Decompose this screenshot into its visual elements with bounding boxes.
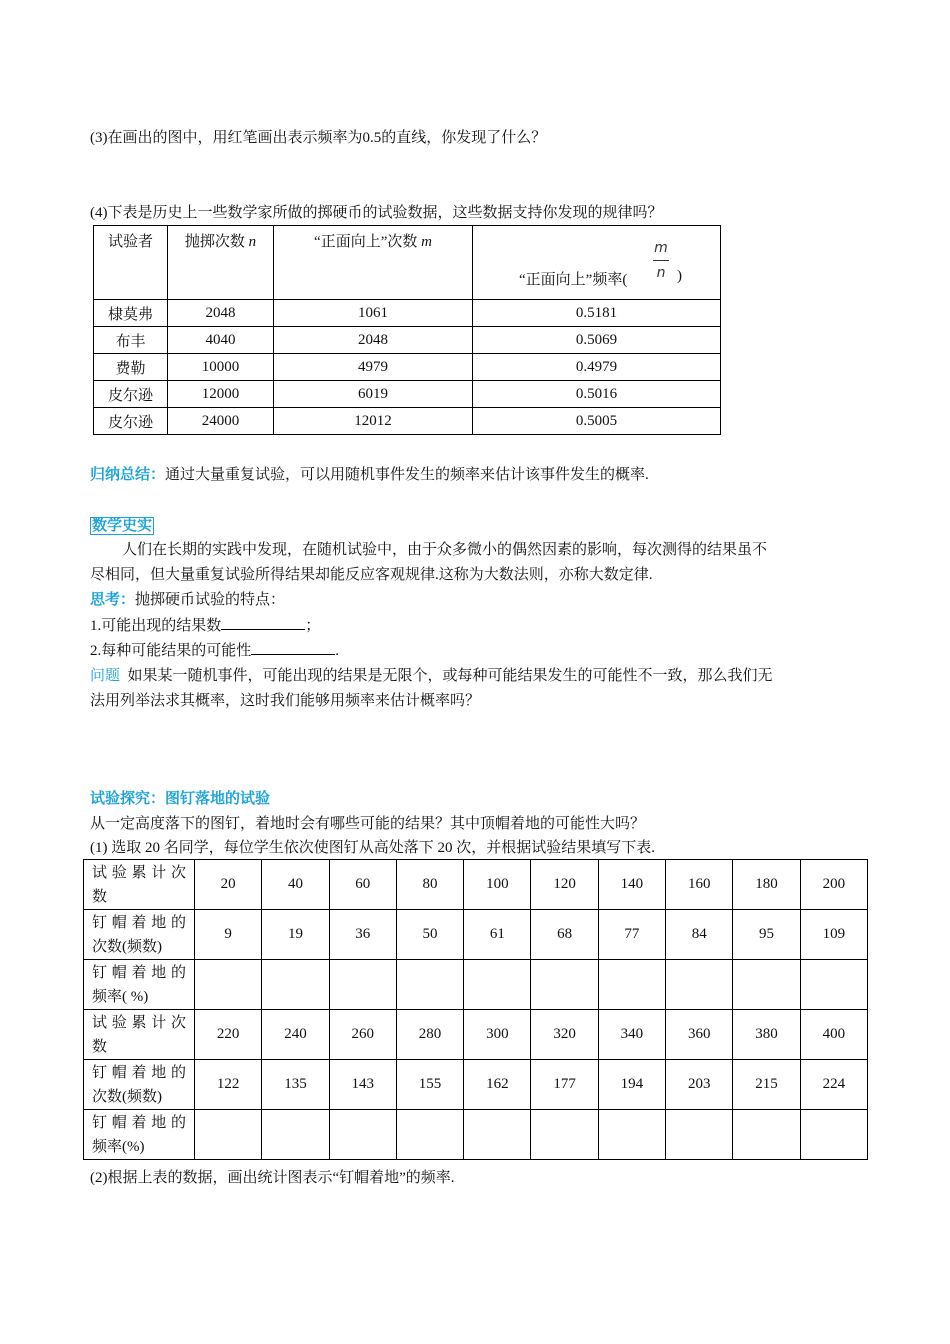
blank-1[interactable]: [221, 613, 305, 630]
table-row: 试验累计次 数 20 40 60 80 100 120 140 160 180 200: [84, 860, 868, 910]
explore-line-2: (1) 选取 20 名同学，每位学生依次使图钉从高处落下 20 次，并根据试验结果填写下表.: [90, 840, 655, 856]
question-2: (2)根据上表的数据，画出统计图表示“钉帽着地”的频率.: [90, 1170, 455, 1186]
question-4: (4)下表是历史上一些数学家所做的掷硬币的试验数据，这些数据支持你发现的规律吗？: [90, 205, 663, 221]
question-line-1: 问题 如果某一随机事件，可能出现的结果是无限个，或每种可能结果发生的可能性不一致，那么我们无: [90, 668, 773, 684]
explore-title: 试验探究：图钉落地的试验: [90, 791, 271, 807]
summary-text: 通过大量重复试验，可以用随机事件发生的频率来估计该事件发生的概率.: [165, 467, 649, 483]
row-label-frequency: 钉帽着地的 频率( %): [84, 960, 195, 1010]
row-label-cap: 钉帽着地的 次数(频数): [84, 1060, 195, 1110]
table-row: 皮尔逊 12000 6019 0.5016: [94, 381, 721, 408]
row-label-count: 试验累计次 数: [84, 1010, 195, 1060]
history-title: 数学史实: [92, 518, 153, 534]
think: 思考：抛掷硬币试验的特点：: [90, 592, 286, 608]
summary: [90, 463, 649, 484]
header-heads-count: “正面向上”次数 m: [274, 226, 473, 300]
table-row: 皮尔逊 24000 12012 0.5005: [94, 408, 721, 435]
question-3: (3)在画出的图中，用红笔画出表示频率为0.5的直线，你发现了什么？: [90, 130, 547, 146]
fraction-m-over-n: m n: [654, 240, 668, 281]
question-line-2: 法用列举法求其概率，这时我们能够用频率来估计概率吗？: [90, 693, 481, 709]
table-row: [84, 1110, 868, 1160]
history-line-2: 尽相同，但大量重复试验所得结果却能反应客观规律.这称为大数法则，亦称大数定律.: [90, 567, 653, 583]
table-row: 钉帽着地的 次数(频数) 122 135 143 155 162 177 194 203 215 224: [84, 1060, 868, 1110]
thumbtack-table: [83, 859, 868, 1160]
header-experimenter: 试验者: [94, 226, 168, 300]
history-line-1: 人们在长期的实践中发现，在随机试验中，由于众多微小的偶然因素的影响，每次测得的结果虽不: [122, 542, 768, 558]
think-item-2: 2.每种可能结果的可能性 .: [90, 638, 339, 660]
think-item-1: 1.可能出现的结果数 ；: [90, 613, 320, 635]
table-row: 钉帽着地的 次数(频数) 9 19 36 50 61 68 77 84 95 109: [84, 910, 868, 960]
table-row: 布丰 4040 2048 0.5069: [94, 327, 721, 354]
table-row: [84, 960, 868, 1010]
row-label-frequency: 钉帽着地的 频率(%): [84, 1110, 195, 1160]
row-label-cap: 钉帽着地的 次数(频数): [84, 910, 195, 960]
blank-2[interactable]: [251, 638, 335, 655]
coin-toss-table: [93, 225, 721, 435]
table-row: 费勒 10000 4979 0.4979: [94, 354, 721, 381]
row-label-count: 试验累计次 数: [84, 860, 195, 910]
header-heads-frequency: “正面向上”频率( m n ): [473, 226, 721, 300]
summary-label: 归纳总结：: [90, 467, 166, 483]
table-row: 棣莫弗 2048 1061 0.5181: [94, 300, 721, 327]
header-tosses: 抛掷次数 n: [168, 226, 274, 300]
explore-line-1: 从一定高度落下的图钉，着地时会有哪些可能的结果？其中顶帽着地的可能性大吗？: [90, 816, 646, 832]
table-row: 试验累计次 数 220 240 260 280 300 320 340 360 380 400: [84, 1010, 868, 1060]
